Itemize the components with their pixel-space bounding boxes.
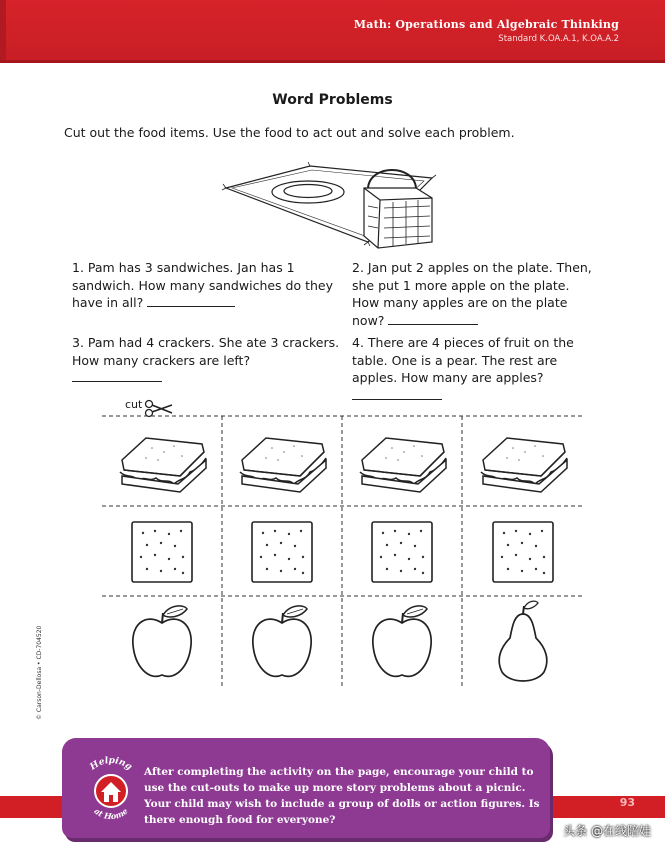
header-title: Math: Operations and Algebraic Thinking (353, 18, 619, 31)
cutout-cell-apple[interactable] (342, 598, 462, 686)
cutout-cell-sandwich[interactable] (222, 418, 342, 506)
cutout-cell-pear[interactable] (462, 598, 584, 686)
apple-icon (127, 601, 197, 683)
question-1 (72, 259, 342, 312)
cut-label (125, 398, 142, 411)
side-credit: © Carson-Dellosa • CD-704520 (36, 625, 43, 720)
cutout-cell-sandwich[interactable] (342, 418, 462, 506)
answer-blank[interactable] (388, 323, 478, 325)
page-title: Word Problems (272, 92, 393, 108)
question-2 (352, 259, 592, 329)
cracker-icon (249, 519, 315, 585)
helping-at-home-badge (76, 752, 146, 828)
answer-blank[interactable] (72, 380, 162, 382)
question-text: Pam has 3 sandwiches. Jan has 1 sandwich. How many sandwiches do they have in all? (72, 260, 334, 310)
picnic-illustration (218, 158, 448, 252)
question-text: Pam had 4 crackers. She ate 3 crackers. How many crackers are left? (72, 335, 340, 368)
cracker-icon (490, 519, 556, 585)
helping-at-home-text: After completing the activity on the page, encourage your child to use the cut-outs to make up more story problems about a picnic. Your child may wish to include a group of dolls or action figures. Is there enough food for everyone? (144, 766, 540, 826)
sandwich-icon (352, 430, 452, 494)
pear-icon (492, 600, 554, 684)
instructions: Cut out the food items. Use the food to act out and solve each problem. (64, 125, 515, 140)
cutout-cell-sandwich[interactable] (462, 418, 584, 506)
question-4 (352, 334, 592, 404)
cutout-cell-cracker[interactable] (222, 508, 342, 596)
question-number: 1. (72, 260, 84, 275)
svg-text:Helping (88, 756, 134, 773)
cutout-cell-cracker[interactable] (342, 508, 462, 596)
watermark: 头条 @在线陪娃 (563, 824, 651, 838)
cutout-grid (102, 412, 584, 690)
apple-icon (247, 601, 317, 683)
cutout-cell-cracker[interactable] (462, 508, 584, 596)
question-text: There are 4 pieces of fruit on the table. One is a pear. The rest are apples. How many are apples? (352, 335, 574, 385)
sandwich-icon (112, 430, 212, 494)
cut-text: cut (125, 398, 143, 411)
cutout-cell-apple[interactable] (102, 598, 222, 686)
cutout-cell-sandwich[interactable] (102, 418, 222, 506)
question-3 (72, 334, 342, 387)
cutout-cell-cracker[interactable] (102, 508, 222, 596)
svg-text:at Home (92, 806, 129, 822)
cutout-cell-apple[interactable] (222, 598, 342, 686)
apple-icon (367, 601, 437, 683)
question-number: 2. (352, 260, 364, 275)
cracker-icon (129, 519, 195, 585)
question-number: 4. (352, 335, 364, 350)
cracker-icon (369, 519, 435, 585)
badge-top-text: Helping (88, 755, 134, 773)
sandwich-icon (473, 430, 573, 494)
header-standard: Standard K.OA.A.1, K.OA.A.2 (498, 34, 619, 44)
header-band-edge (0, 0, 6, 60)
answer-blank[interactable] (147, 305, 235, 307)
badge-bottom-text: at Home (92, 805, 130, 822)
header-band (0, 0, 665, 63)
question-number: 3. (72, 335, 84, 350)
answer-blank[interactable] (352, 398, 442, 400)
sandwich-icon (232, 430, 332, 494)
page-number: 93 (619, 796, 635, 809)
question-text: Jan put 2 apples on the plate. Then, she put 1 more apple on the plate. How many apples are on the plate now? (352, 260, 592, 328)
plate-icon (272, 181, 344, 203)
